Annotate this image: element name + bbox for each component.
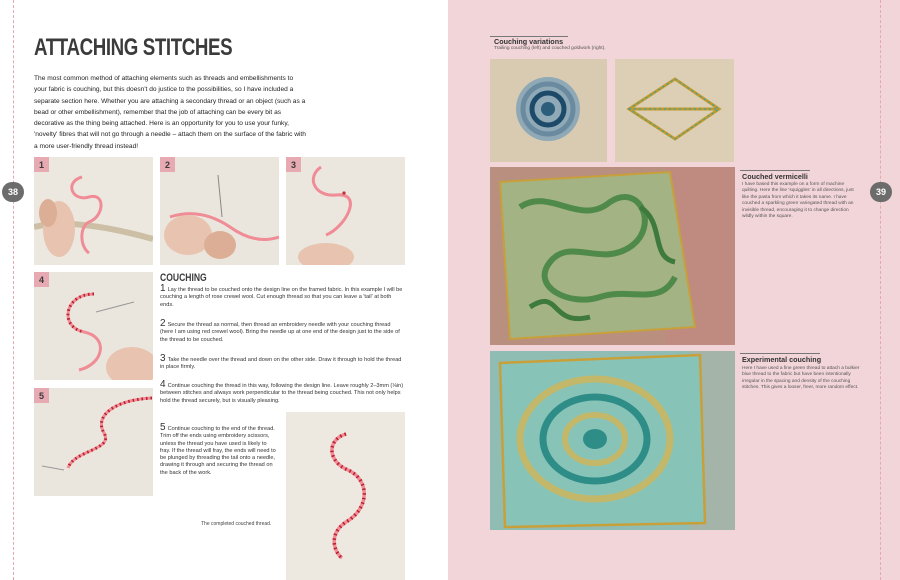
completed-thread-photo xyxy=(286,412,405,580)
page-title: ATTACHING STITCHES xyxy=(34,34,233,61)
vermicelli-text: I have based this example on a form of machine quilting. Here the line 'squiggles' in all directions, just like the pasta from which it takes its name. I have couched a sparkling green variegated thread with an invisible thread, encouraging it to change direction wildly within the square. xyxy=(742,182,854,220)
step-text-number: 5 xyxy=(160,422,166,433)
right-page xyxy=(448,0,900,580)
step-number-2: 2 xyxy=(160,157,175,172)
couched-vermicelli-photo xyxy=(490,167,735,345)
step-photo-5 xyxy=(34,388,153,496)
left-page xyxy=(0,0,448,580)
step-number-4: 4 xyxy=(34,272,49,287)
step-text-body: Continue couching to the end of the thread. Trim off the ends using embroidery scissors, unless the thread you have used is likely to fray. If the thread will fray, the ends will need to be plunged by threading the tail onto a needle, drawing it through and securing the thread on the back of the work. xyxy=(160,426,276,476)
step-number-3: 3 xyxy=(286,157,301,172)
step-photo-1 xyxy=(34,157,153,265)
step-number-5: 5 xyxy=(34,388,49,403)
step-text-body: Continue couching the thread in this way, following the design line. Leave roughly 2–3mm (⅛in) between stitches and always work perpendicular to the thread being couched. This not only helps hold the thread securely, but is visually pleasing. xyxy=(160,383,404,404)
page-border-left xyxy=(13,0,14,580)
step-text-2 xyxy=(160,320,404,344)
trailing-couching-photo xyxy=(490,59,607,162)
step-text-number: 2 xyxy=(160,318,166,329)
experimental-couching-photo xyxy=(490,351,735,530)
page-number-left: 38 xyxy=(2,182,24,202)
step-text-number: 1 xyxy=(160,283,166,294)
step-text-4 xyxy=(160,381,404,405)
page-border-right xyxy=(880,0,881,580)
step-text-body: Lay the thread to be couched onto the design line on the framed fabric. In this example I will be couching a length of rose crewel wool. Cut enough thread so that you can leave a 'tail' at both ends. xyxy=(160,287,403,308)
variations-caption: Trailing couching (left) and couched goldwork (right). xyxy=(494,46,606,51)
couching-heading: COUCHING xyxy=(160,272,207,284)
step-text-body: Secure the thread as normal, then thread an embroidery needle with your couching thread (here I am using red crewel wool). Bring the needle up at one end of the design just to the side of the thread to be couched. xyxy=(160,322,400,343)
step-number-1: 1 xyxy=(34,157,49,172)
experimental-text: Here I have used a fine green thread to attach a bulkier blue thread to the fabric but have been intentionally irregular in the spacing and density of the couching stitches. This gives a looser, freer, more random effect. xyxy=(742,366,860,391)
experimental-heading: Experimental couching xyxy=(742,355,822,364)
heading-rule xyxy=(740,353,820,354)
step-photo-2 xyxy=(160,157,279,265)
intro-paragraph: The most common method of attaching elements such as threads and embellishments to your fabric is couching, but this doesn't do justice to the possibilities, so I have included a separate section here. Whether you are attaching a secondary thread or an object (such as a bead or other embellishment), remember that the job of attaching can be every bit as decorative as the thing being attached. Here is an opportunity for you to use your funky, 'novelty' fibres that will not go through a needle – attach them on the surface of the fabric with a more user-friendly thread instead! xyxy=(34,75,306,150)
step-text-5 xyxy=(160,424,278,477)
couched-goldwork-photo xyxy=(615,59,734,162)
completed-caption: The completed couched thread. xyxy=(201,521,272,527)
step-text-number: 4 xyxy=(160,379,166,390)
vermicelli-heading: Couched vermicelli xyxy=(742,172,808,181)
step-text-3 xyxy=(160,355,404,372)
step-text-number: 3 xyxy=(160,353,166,364)
step-text-1 xyxy=(160,285,404,309)
variations-heading: Couching variations xyxy=(494,37,564,46)
step-photo-4 xyxy=(34,272,153,380)
step-photo-3 xyxy=(286,157,405,265)
page-number-right: 39 xyxy=(870,182,892,202)
step-text-body: Take the needle over the thread and down on the other side. Draw it through to hold the thread in place firmly. xyxy=(160,357,402,371)
heading-rule xyxy=(740,170,810,171)
